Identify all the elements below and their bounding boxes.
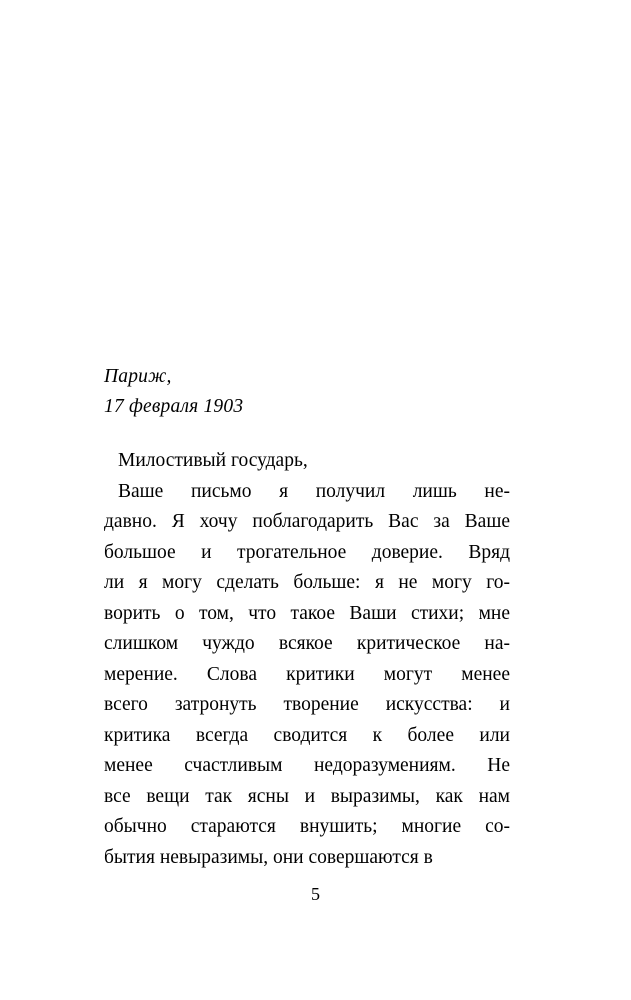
paragraph-line: ворить о том, что такое Ваши стихи; мне [104, 602, 510, 624]
page-number: 5 [311, 884, 320, 904]
paragraph-line: обычно стараются внушить; многие со- [104, 816, 510, 837]
paragraph-line: давно. Я хочу поблагодарить Вас за Ваше [104, 511, 510, 532]
letter-paragraph [104, 477, 510, 874]
page-text-block [104, 362, 510, 873]
paragraph-line: слишком чуждо всякое критическое на- [104, 633, 510, 654]
salutation: Милостивый государь, [118, 450, 308, 471]
paragraph-line: всего затронуть творение искусства: и [104, 694, 510, 715]
paragraph-line: ли я могу сделать больше: я не могу го- [104, 572, 510, 593]
paragraph-line: все вещи так ясны и выразимы, как нам [104, 785, 510, 807]
dateline [104, 362, 510, 422]
paragraph-line: Ваше письмо я получил лишь не- [118, 480, 510, 502]
paragraph-line: критика всегда сводится к более или [104, 724, 510, 746]
paragraph-line: мерение. Слова критики могут менее [104, 663, 510, 685]
paragraph-line: бытия невыразимы, они совершаются в [104, 846, 433, 868]
paragraph-line: большое и трогательное доверие. Вряд [104, 541, 510, 563]
paragraph-line: менее счастливым недоразумениям. Не [104, 755, 510, 776]
dateline-date: 17 февраля 1903 [104, 396, 244, 417]
dateline-place: Париж, [104, 366, 172, 387]
